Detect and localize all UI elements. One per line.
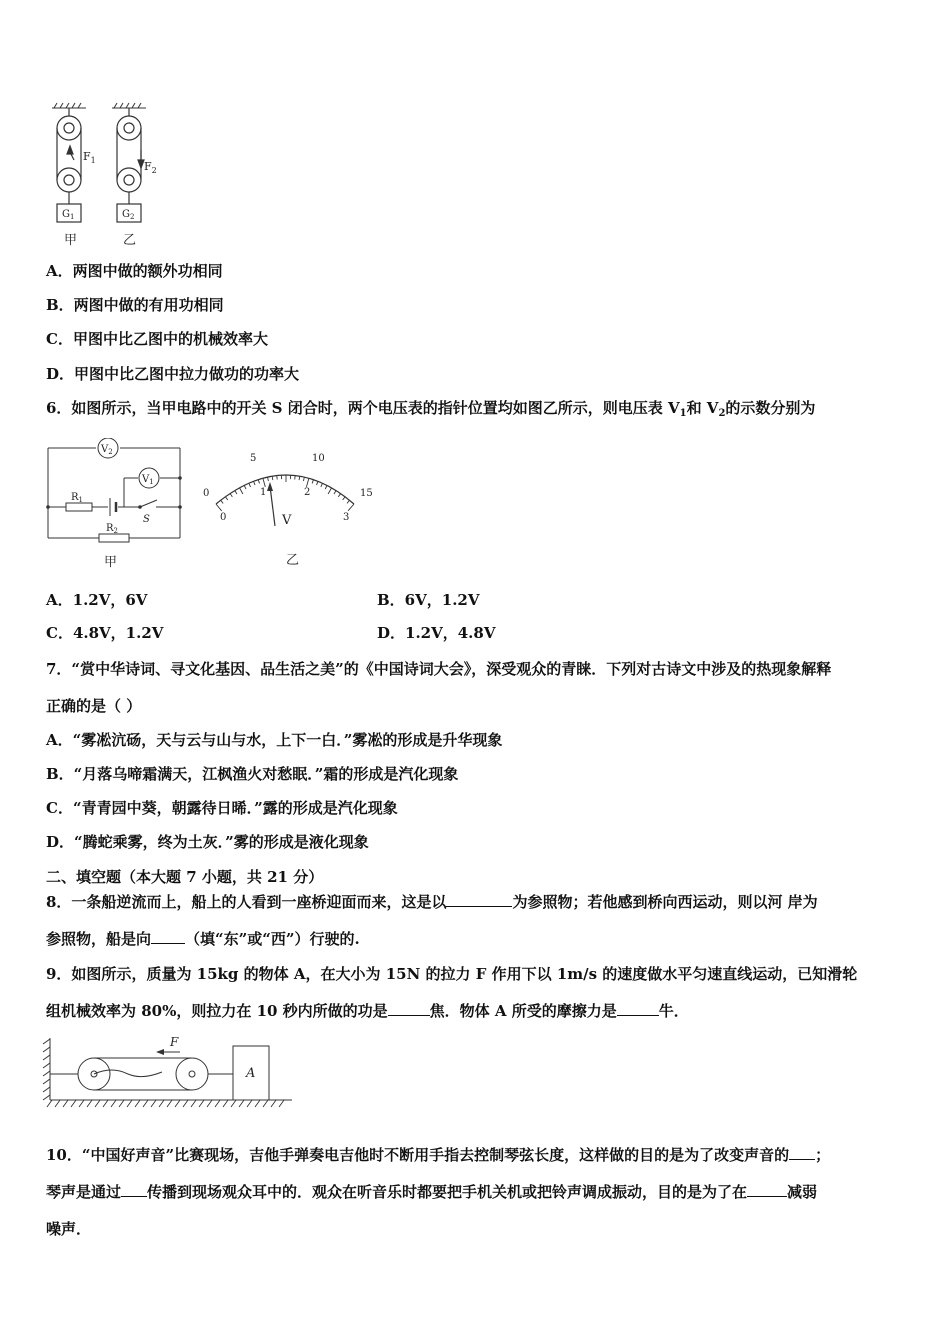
q7-option-c: C．“青青园中葵，朝露待日晞．”露的形成是汽化现象	[46, 799, 398, 817]
q6-stem: 6．如图所示，当甲电路中的开关 S 闭合时，两个电压表的指针位置均如图乙所示，则电压表 $V_1$和 $V_2$的示数分别为	[46, 399, 816, 419]
q6-option-b: B．6V，1.2V	[377, 591, 480, 609]
svg-text:R2: $R_2$	[106, 523, 118, 535]
pulley-system-jia	[57, 108, 81, 222]
floor-hatch-line	[199, 1100, 204, 1107]
svg-text:S: S	[143, 514, 150, 525]
weight2-label: $G_2$	[122, 209, 135, 221]
q7-stem-line1: 7．“赏中华诗词、寻文化基因、品生活之美”的《中国诗词大会》，深受观众的青睐．下列对古诗文中涉及的热现象解释	[46, 660, 832, 678]
dial-tick	[268, 477, 269, 481]
dial-tick	[225, 497, 227, 500]
dial-caption: 乙	[286, 553, 300, 568]
floor-hatch-line	[135, 1100, 140, 1107]
pulley-friction-figure	[42, 1034, 294, 1110]
floor-hatch-line	[191, 1100, 196, 1107]
dial-upper-10: 10	[312, 453, 325, 464]
dial-upper-5: 5	[250, 453, 257, 464]
floor-hatch-line	[247, 1100, 252, 1107]
switch-icon	[138, 505, 142, 509]
floor-hatch-line	[255, 1100, 260, 1107]
dial-tick	[317, 481, 318, 485]
q9-blank-2[interactable]	[617, 1001, 659, 1016]
svg-text:R1: $R_1$	[71, 492, 83, 504]
q9-line1: 9．如图所示，质量为 15kg 的物体 A，在大小为 15N 的拉力 F 作用下以 1m/s 的速度做水平匀速直线运动，已知滑轮	[46, 965, 858, 983]
dial-tick	[258, 480, 259, 484]
dial-tick	[334, 491, 336, 494]
pulley-system-yi	[117, 108, 144, 222]
dial-lower-1: 1	[260, 487, 267, 498]
resistor-r1-icon	[66, 503, 92, 511]
dial-tick	[272, 476, 273, 480]
circuit-caption: 甲	[104, 555, 118, 570]
dial-upper-0: 0	[203, 488, 210, 499]
dial-tick	[306, 478, 308, 487]
dial-tick	[263, 478, 265, 487]
dial-tick	[303, 477, 304, 481]
floor-hatch-line	[263, 1100, 268, 1107]
q7-option-a: A．“雾凇沆砀，天与云与山与水，上下一白．”雾凇的形成是升华现象	[46, 731, 503, 749]
force-f-label: F	[170, 1035, 179, 1049]
movable-pulley-icon	[176, 1058, 208, 1090]
block-a-label: A	[246, 1066, 256, 1081]
voltmeter-dial	[194, 446, 384, 571]
dial-tick	[347, 500, 350, 503]
floor-hatch-line	[71, 1100, 76, 1107]
q8-blank-2[interactable]	[151, 929, 185, 944]
floor-hatch-line	[55, 1100, 60, 1107]
dial-lower-3: 3	[343, 512, 350, 523]
dial-tick	[325, 485, 327, 489]
dial-lower-2: 2	[304, 487, 311, 498]
q5-option-c: C．甲图中比乙图中的机械效率大	[46, 330, 268, 348]
dial-tick	[343, 497, 345, 500]
floor-hatch-line	[63, 1100, 68, 1107]
dial-tick	[328, 488, 331, 494]
q5-option-b: B．两图中做的有用功相同	[46, 296, 224, 314]
floor-hatch-line	[223, 1100, 228, 1107]
dial-unit: V	[282, 513, 292, 528]
svg-text:V1: $V_1$	[142, 474, 154, 486]
floor-hatch-line	[87, 1100, 92, 1107]
floor-hatch-line	[271, 1100, 276, 1107]
q7-stem-line2: 正确的是（ ）	[46, 697, 142, 715]
q5-option-a: A．两图中做的额外功相同	[46, 262, 223, 280]
ceiling-left	[52, 103, 86, 108]
floor-hatch-line	[279, 1100, 284, 1107]
q7-option-b: B．“月落乌啼霜满天，江枫渔火对愁眠．”霜的形成是汽化现象	[46, 765, 459, 783]
dial-tick	[338, 494, 340, 497]
floor-hatch-line	[111, 1100, 116, 1107]
force2-label: $F_2$	[144, 160, 157, 175]
caption-yi: 乙	[123, 233, 137, 248]
dial-upper-15: 15	[360, 488, 373, 499]
floor-hatch-line	[119, 1100, 124, 1107]
force1-label: $F_1$	[83, 150, 96, 165]
floor-hatch-line	[79, 1100, 84, 1107]
resistor-r2-icon	[99, 534, 129, 542]
q8-blank-1[interactable]	[446, 892, 512, 907]
dial-tick	[348, 504, 354, 511]
floor-hatch-line	[95, 1100, 100, 1107]
dial-lower-0: 0	[220, 512, 227, 523]
ceiling-right	[112, 103, 146, 108]
q6-option-d: D．1.2V，4.8V	[377, 624, 496, 642]
q5-option-d: D．甲图中比乙图中拉力做功的功率大	[46, 365, 300, 383]
floor-hatch-line	[175, 1100, 180, 1107]
q10-blank-2[interactable]	[121, 1182, 147, 1197]
battery-icon	[110, 498, 116, 516]
q10-blank-3[interactable]	[747, 1182, 787, 1197]
q8-line1: 8．一条船逆流而上，船上的人看到一座桥迎面而来，这是以 为参照物；若他感到桥向西运动，则以河 岸为	[46, 893, 818, 911]
dial-tick	[249, 483, 251, 487]
floor-hatch-line	[127, 1100, 132, 1107]
pulley-figure	[40, 98, 170, 250]
dial-tick	[216, 504, 222, 511]
floor-hatch-line	[183, 1100, 188, 1107]
dial-tick	[230, 494, 232, 497]
q10-line1: 10．“中国好声音”比赛现场，吉他手弹奏电吉他时不断用手指去控制琴弦长度，这样做的目的是为了改变声音的 ；	[46, 1146, 831, 1164]
dial-tick	[321, 483, 323, 487]
q10-line2: 琴声是通过 传播到现场观众耳中的．观众在听音乐时都要把手机关机或把铃声调成振动，目的是为了在 减弱	[46, 1183, 818, 1201]
meter-needle	[270, 486, 275, 526]
dial-tick	[299, 476, 300, 480]
q10-line3: 噪声．	[46, 1220, 92, 1238]
floor-hatch-line	[167, 1100, 172, 1107]
floor-hatch-line	[239, 1100, 244, 1107]
floor-hatch-line	[207, 1100, 212, 1107]
q6-option-c: C．4.8V，1.2V	[46, 624, 164, 642]
dial-tick	[254, 481, 255, 485]
dial-tick	[240, 488, 243, 494]
section2-heading: 二、填空题（本大题 7 小题，共 21 分）	[46, 868, 324, 886]
floor-hatch-line	[151, 1100, 156, 1107]
floor-hatch-line	[215, 1100, 220, 1107]
dial-tick	[235, 491, 237, 494]
q6-option-a: A．1.2V，6V	[46, 591, 148, 609]
floor-hatch-line	[231, 1100, 236, 1107]
q10-blank-1[interactable]	[789, 1145, 815, 1160]
dial-tick	[312, 480, 313, 484]
q9-line2: 组机械效率为 80%，则拉力在 10 秒内所做的功是 焦．物体 A 所受的摩擦力是 牛．	[46, 1002, 689, 1020]
floor-hatch-line	[103, 1100, 108, 1107]
q9-blank-1[interactable]	[388, 1001, 430, 1016]
floor-hatch-line	[47, 1100, 52, 1107]
floor-hatch-line	[143, 1100, 148, 1107]
circuit-diagram	[44, 438, 189, 573]
caption-jia: 甲	[64, 233, 78, 248]
dial-tick	[244, 485, 246, 489]
floor-hatch-line	[159, 1100, 164, 1107]
svg-text:V2: $V_2$	[101, 444, 113, 456]
q7-option-d: D．“腾蛇乘雾，终为土灰．”雾的形成是液化现象	[46, 833, 369, 851]
q8-line2: 参照物，船是向 （填“东”或“西”）行驶的.	[46, 930, 360, 948]
weight1-label: $G_1$	[62, 209, 75, 221]
dial-tick	[221, 500, 223, 503]
